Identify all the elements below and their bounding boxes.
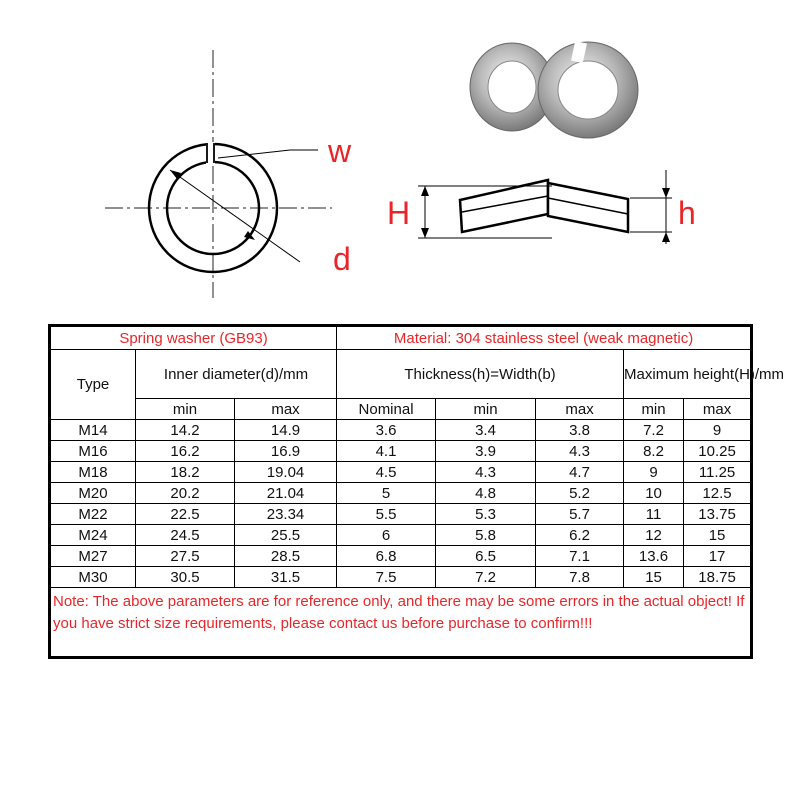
- label-h: h: [678, 195, 696, 231]
- cell-t-max: 6.2: [536, 525, 624, 546]
- cell-h-max: 11.25: [684, 462, 752, 483]
- cell-d-max: 19.04: [235, 462, 337, 483]
- table-row: [50, 504, 752, 525]
- cell-type: M22: [50, 504, 136, 525]
- cell-d-max: 16.9: [235, 441, 337, 462]
- cell-h-min: 10: [624, 483, 684, 504]
- cell-h-min: 13.6: [624, 546, 684, 567]
- table-row: [50, 462, 752, 483]
- cell-h-max: 17: [684, 546, 752, 567]
- label-H: H: [387, 195, 411, 231]
- cell-t-max: 4.3: [536, 441, 624, 462]
- cell-t-max: 5.7: [536, 504, 624, 525]
- note-text: Note: The above parameters are for reference only, and there may be some errors in the actual object! If you have strict size requirements, please contact us before purchase to confirm!!!: [50, 588, 752, 658]
- cell-t-min: 5.8: [436, 525, 536, 546]
- cell-h-min: 7.2: [624, 420, 684, 441]
- cell-h-min: 11: [624, 504, 684, 525]
- cell-t-max: 3.8: [536, 420, 624, 441]
- cell-t-max: 4.7: [536, 462, 624, 483]
- subheader-h-max: max: [684, 399, 752, 420]
- cell-d-max: 28.5: [235, 546, 337, 567]
- cell-t-nom: 6.8: [337, 546, 436, 567]
- cell-d-max: 21.04: [235, 483, 337, 504]
- cell-type: M16: [50, 441, 136, 462]
- header-row: [50, 350, 752, 399]
- subheader-t-min: min: [436, 399, 536, 420]
- washer-photo: [470, 41, 638, 138]
- header-inner-diameter: Inner diameter(d)/mm: [136, 350, 337, 399]
- cell-t-min: 4.8: [436, 483, 536, 504]
- header-max-height: Maximum height(H)/mm: [624, 350, 752, 399]
- subheader-d-max: max: [235, 399, 337, 420]
- cell-d-min: 30.5: [136, 567, 235, 588]
- table-title-right: Material: 304 stainless steel (weak magnetic): [337, 326, 752, 350]
- cell-d-max: 23.34: [235, 504, 337, 525]
- cell-d-min: 20.2: [136, 483, 235, 504]
- cell-type: M24: [50, 525, 136, 546]
- cell-t-max: 7.1: [536, 546, 624, 567]
- cell-t-min: 5.3: [436, 504, 536, 525]
- cell-t-min: 4.3: [436, 462, 536, 483]
- cell-d-min: 14.2: [136, 420, 235, 441]
- cell-t-nom: 4.5: [337, 462, 436, 483]
- label-d: d: [333, 241, 351, 277]
- table-row: [50, 441, 752, 462]
- cell-h-min: 9: [624, 462, 684, 483]
- cell-t-nom: 6: [337, 525, 436, 546]
- header-type: Type: [50, 350, 136, 420]
- cell-h-min: 8.2: [624, 441, 684, 462]
- table-row: [50, 483, 752, 504]
- cell-type: M20: [50, 483, 136, 504]
- subheader-t-max: max: [536, 399, 624, 420]
- cell-t-nom: 5.5: [337, 504, 436, 525]
- note-row: [50, 588, 752, 658]
- title-row: [50, 326, 752, 350]
- cell-t-min: 6.5: [436, 546, 536, 567]
- cell-h-max: 9: [684, 420, 752, 441]
- subheader-row: [50, 399, 752, 420]
- cell-d-max: 31.5: [235, 567, 337, 588]
- table-row: [50, 567, 752, 588]
- spec-table: [48, 324, 785, 659]
- cell-d-max: 14.9: [235, 420, 337, 441]
- subheader-d-min: min: [136, 399, 235, 420]
- table-row: [50, 546, 752, 567]
- cell-h-max: 15: [684, 525, 752, 546]
- cell-d-min: 27.5: [136, 546, 235, 567]
- cell-h-max: 13.75: [684, 504, 752, 525]
- cell-h-max: 12.5: [684, 483, 752, 504]
- front-view: [105, 50, 332, 298]
- table-row: [50, 525, 752, 546]
- cell-h-max: 18.75: [684, 567, 752, 588]
- cell-t-nom: 4.1: [337, 441, 436, 462]
- header-thickness: Thickness(h)=Width(b): [337, 350, 624, 399]
- cell-type: M30: [50, 567, 136, 588]
- subheader-t-nominal: Nominal: [337, 399, 436, 420]
- cell-h-min: 12: [624, 525, 684, 546]
- cell-t-nom: 5: [337, 483, 436, 504]
- side-view: [418, 170, 672, 244]
- cell-d-min: 16.2: [136, 441, 235, 462]
- washer-technical-drawing: [0, 0, 800, 320]
- cell-d-max: 25.5: [235, 525, 337, 546]
- cell-type: M14: [50, 420, 136, 441]
- cell-t-min: 7.2: [436, 567, 536, 588]
- cell-t-nom: 7.5: [337, 567, 436, 588]
- cell-t-min: 3.4: [436, 420, 536, 441]
- cell-h-min: 15: [624, 567, 684, 588]
- cell-d-min: 22.5: [136, 504, 235, 525]
- subheader-h-min: min: [624, 399, 684, 420]
- cell-d-min: 24.5: [136, 525, 235, 546]
- table-title-left: Spring washer (GB93): [50, 326, 337, 350]
- label-w: w: [328, 133, 352, 169]
- cell-t-min: 3.9: [436, 441, 536, 462]
- cell-t-nom: 3.6: [337, 420, 436, 441]
- cell-d-min: 18.2: [136, 462, 235, 483]
- cell-type: M27: [50, 546, 136, 567]
- cell-h-max: 10.25: [684, 441, 752, 462]
- cell-type: M18: [50, 462, 136, 483]
- cell-t-max: 5.2: [536, 483, 624, 504]
- table-row: [50, 420, 752, 441]
- cell-t-max: 7.8: [536, 567, 624, 588]
